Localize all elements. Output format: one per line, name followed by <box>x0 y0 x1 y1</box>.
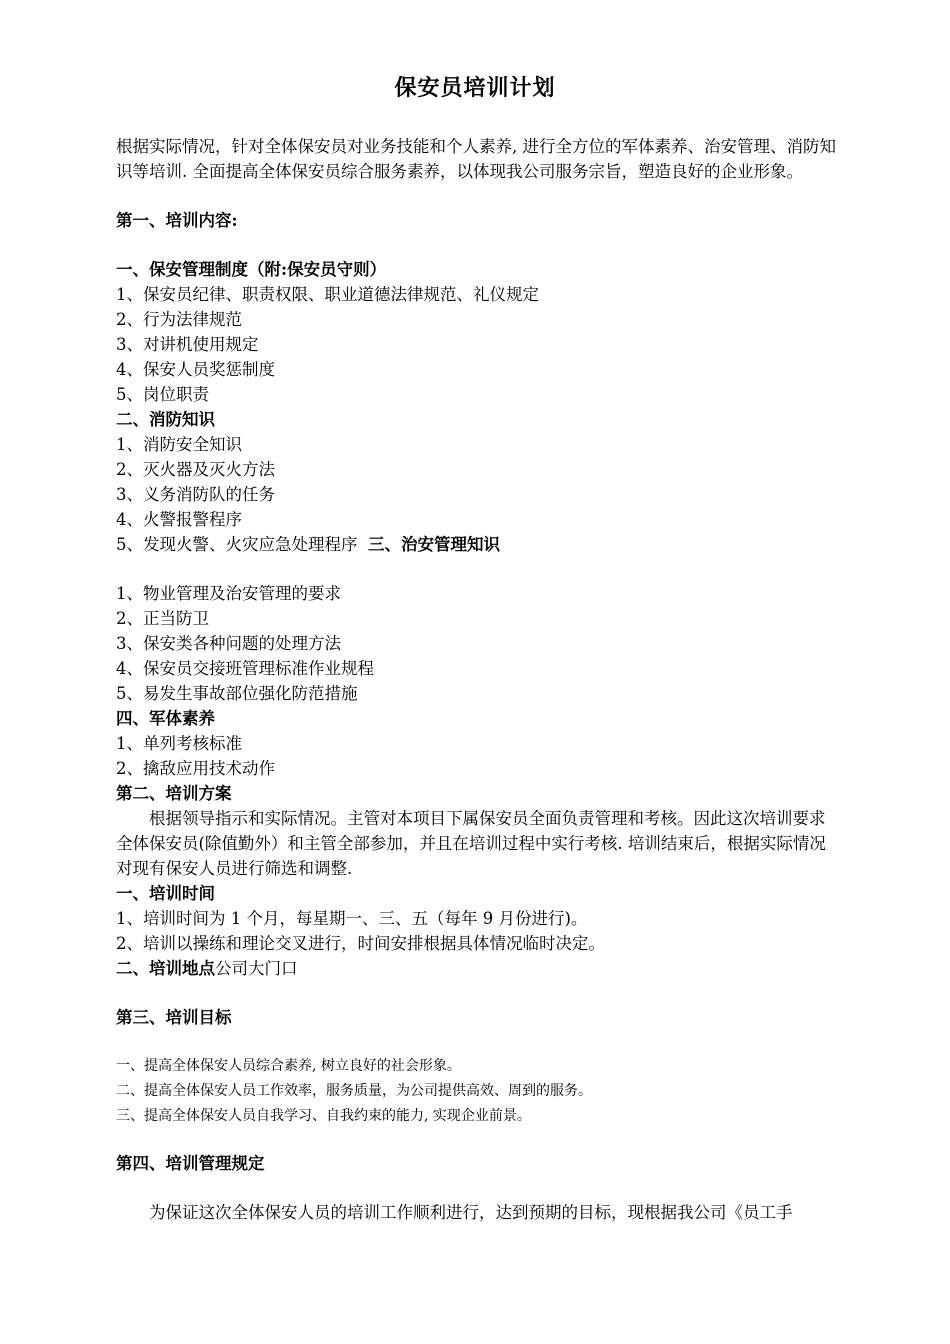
list-item: 1、消防安全知识 <box>116 435 242 454</box>
goal-item: 一、提高全体保安人员综合素养, 树立良好的社会形象。 <box>116 1058 461 1074</box>
list-item: 2、灭火器及灭火方法 <box>116 460 275 479</box>
list-item-with-heading <box>116 532 838 557</box>
list-item: 4、火警报警程序 <box>116 510 242 529</box>
list-item: 2、擒敌应用技术动作 <box>116 759 275 778</box>
goal-item: 三、提高全体保安人员自我学习、自我约束的能力, 实现企业前景。 <box>116 1108 531 1124</box>
goal-item: 二、提高全体保安人员工作效率，服务质量，为公司提供高效、周到的服务。 <box>116 1083 592 1099</box>
list-item: 5、岗位职责 <box>116 385 209 404</box>
list-item: 1、单列考核标准 <box>116 734 242 753</box>
list-item: 5、发现火警、火灾应急处理程序 <box>116 535 358 554</box>
sec4-heading: 四、军体素养 <box>116 709 215 728</box>
sec3-heading: 三、治安管理知识 <box>368 535 500 554</box>
list-item: 2、正当防卫 <box>116 609 209 628</box>
part4-heading: 第四、培训管理规定 <box>116 1154 265 1173</box>
sec2-heading: 二、消防知识 <box>116 410 215 429</box>
list-item: 2、行为法律规范 <box>116 310 242 329</box>
list-item: 1、物业管理及治安管理的要求 <box>116 584 341 603</box>
place-heading: 二、培训地点 <box>116 959 215 978</box>
intro-paragraph: 根据实际情况，针对全体保安员对业务技能和个人素养, 进行全方位的军体素养、治安管理、消防知识等培训. 全面提高全体保安员综合服务素养，以体现我公司服务宗旨，塑造良好的企业形象。 <box>116 137 836 181</box>
sec1-heading: 一、保安管理制度（附:保安员守则） <box>116 260 387 279</box>
document-title: 保安员培训计划 <box>394 75 556 101</box>
list-item: 2、培训以操练和理论交叉进行，时间安排根据具体情况临时决定。 <box>116 934 605 953</box>
part2-heading: 第二、培训方案 <box>116 784 232 803</box>
document-body <box>116 134 838 1225</box>
list-item: 3、保安类各种问题的处理方法 <box>116 634 341 653</box>
place-line <box>116 956 838 981</box>
list-item: 4、保安人员奖惩制度 <box>116 360 275 379</box>
list-item: 5、易发生事故部位强化防范措施 <box>116 684 358 703</box>
time-heading: 一、培训时间 <box>116 884 215 903</box>
part2-paragraph: 根据领导指示和实际情况。主管对本项目下属保安员全面负责管理和考核。因此这次培训要求全体保安员(除值勤外）和主管全部参加，并且在培训过程中实行考核. 培训结束后，根据实际情况对现有保安人员进行筛选和调整. <box>116 809 826 878</box>
list-item: 3、义务消防队的任务 <box>116 485 275 504</box>
place-value: 公司大门口 <box>215 959 298 978</box>
list-item: 1、培训时间为 1 个月，每星期一、三、五（每年 9 月份进行)。 <box>116 909 588 928</box>
part1-heading: 第一、培训内容: <box>116 211 238 230</box>
part3-heading: 第三、培训目标 <box>116 1008 232 1027</box>
part4-paragraph: 为保证这次全体保安人员的培训工作顺利进行，达到预期的目标，现根据我公司《员工手 <box>149 1203 793 1222</box>
list-item: 4、保安员交接班管理标准作业规程 <box>116 659 374 678</box>
list-item: 1、保安员纪律、职责权限、职业道德法律规范、礼仪规定 <box>116 285 539 304</box>
list-item: 3、对讲机使用规定 <box>116 335 259 354</box>
